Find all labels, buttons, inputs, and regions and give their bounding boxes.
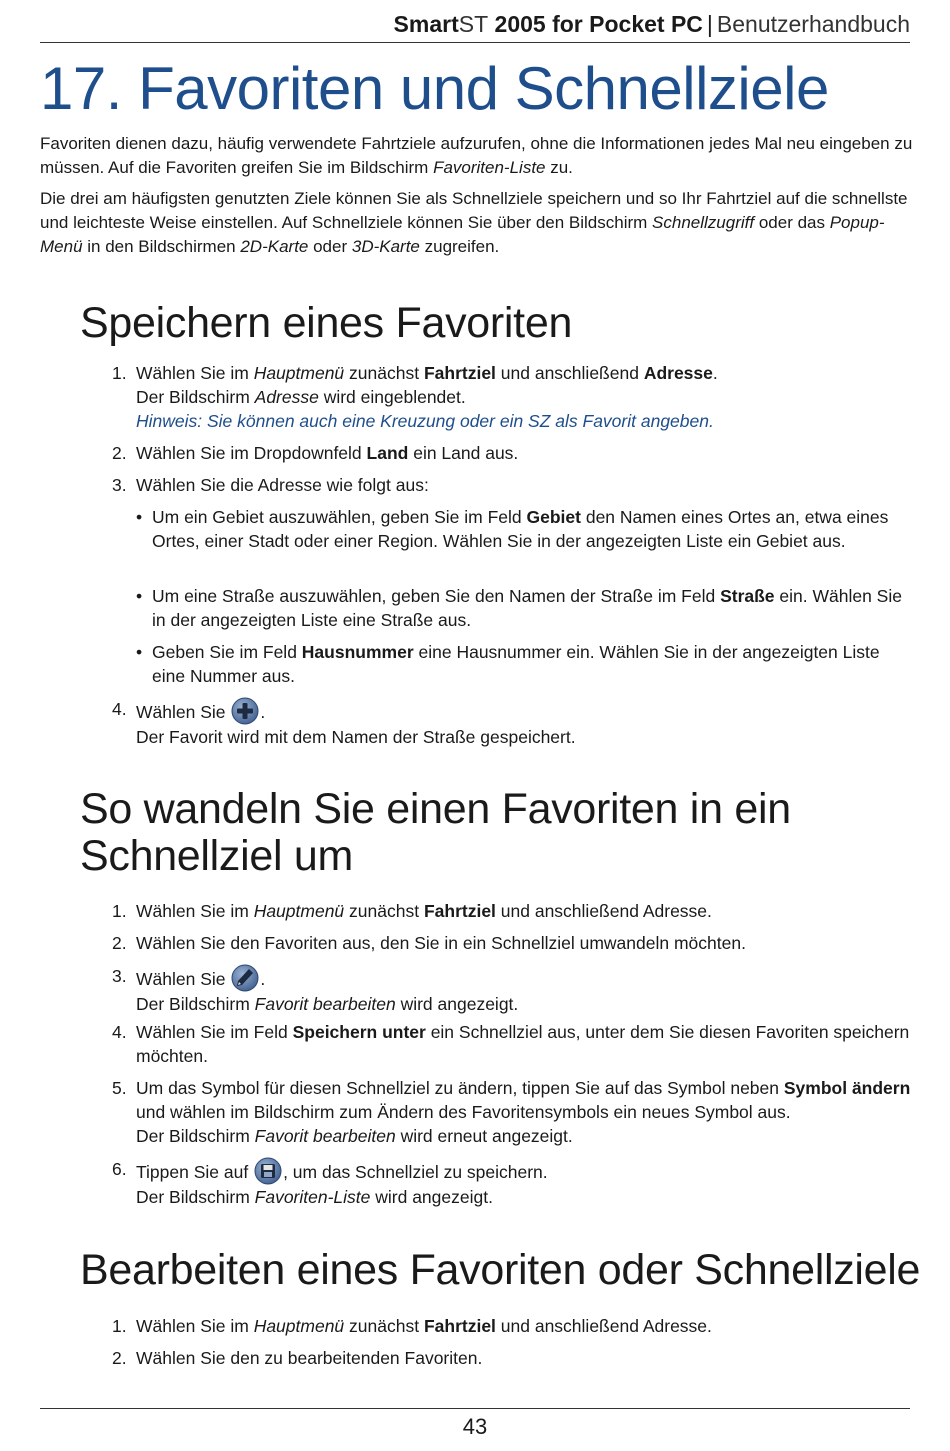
- step-text: Wählen Sie den zu bearbeitenden Favoriten.: [136, 1348, 483, 1368]
- step-field-name: Land: [366, 443, 409, 463]
- section-heading-edit-favorite: Bearbeiten eines Favoriten oder Schnellziele: [80, 1246, 921, 1294]
- convert-step-5: [112, 1076, 916, 1148]
- convert-step-4: [112, 1020, 916, 1068]
- step-number: 5.: [112, 1078, 127, 1098]
- section-heading-convert-favorite: [80, 786, 791, 880]
- step-menu-name: Hauptmenü: [253, 1316, 345, 1336]
- step-number: 1.: [112, 1316, 127, 1336]
- step-screen-name: Favorit bearbeiten: [254, 994, 396, 1014]
- bullet-field-name: Hausnummer: [301, 642, 414, 662]
- save-step-2: [112, 441, 916, 465]
- step-text: Der Bildschirm: [136, 994, 255, 1014]
- step-text: Der Bildschirm: [136, 1187, 255, 1207]
- step-text: Tippen Sie auf: [136, 1162, 254, 1182]
- step-text: Wählen Sie im: [136, 1316, 254, 1336]
- step-number: 2.: [112, 933, 127, 953]
- bullet: •: [136, 642, 143, 662]
- edit-step-1: [112, 1314, 916, 1338]
- step-number: 4.: [112, 699, 127, 719]
- step-number: 3.: [112, 966, 127, 986]
- pencil-icon: [231, 964, 259, 992]
- intro2-text-e: in den Bildschirmen: [82, 237, 241, 256]
- bullet-field-name: Gebiet: [526, 507, 581, 527]
- step-text: Wählen Sie: [136, 969, 231, 989]
- intro2-screen-quickaccess: Schnellzugriff: [652, 213, 755, 232]
- step-text: .: [712, 363, 718, 383]
- header-brand-bold: Smart: [393, 11, 459, 37]
- step-text: Um das Symbol für diesen Schnellziel zu ändern, tippen Sie auf das Symbol neben: [136, 1078, 784, 1098]
- intro2-popup-menu: Popup-Menü: [40, 213, 885, 256]
- step-number: 4.: [112, 1022, 127, 1042]
- step-text: Wählen Sie im: [136, 363, 254, 383]
- step-text: und anschließend: [495, 363, 644, 383]
- step-text: wird angezeigt.: [395, 994, 519, 1014]
- page-number: 43: [462, 1414, 488, 1439]
- section-heading-save-favorite: Speichern eines Favoriten: [80, 299, 573, 347]
- intro2-text-c: oder das: [754, 213, 830, 232]
- intro1-screen-name: Favoriten-Liste: [433, 158, 546, 177]
- running-header: [40, 6, 910, 43]
- header-separator: |: [706, 11, 713, 37]
- save-bullet-street: [136, 584, 912, 632]
- step-number: 3.: [112, 475, 127, 495]
- step-field-name: Speichern unter: [292, 1022, 426, 1042]
- intro2-text-i: zugreifen.: [419, 237, 500, 256]
- save-step-1: [112, 361, 916, 433]
- bullet-text: ein. Wählen Sie in der angezeigten Liste eine Straße aus.: [152, 586, 902, 630]
- save-disk-icon: [254, 1157, 282, 1185]
- step-text: und anschließend Adresse.: [495, 1316, 712, 1336]
- bullet: •: [136, 586, 143, 606]
- step-number: 2.: [112, 1348, 127, 1368]
- step-text: Der Favorit wird mit dem Namen der Straße gespeichert.: [136, 727, 576, 747]
- bullet-text: den Namen eines Ortes an, etwa eines Ortes, einer Stadt oder einer Region. Wählen Sie in der angezeigten Liste ein Gebiet aus.: [152, 507, 889, 551]
- step-text: , um das Schnellziel zu speichern.: [283, 1162, 548, 1182]
- step-number: 1.: [112, 901, 127, 921]
- bullet: •: [136, 507, 143, 527]
- save-step-3: [112, 473, 916, 497]
- step-text: Wählen Sie: [136, 702, 231, 722]
- step-text: Wählen Sie im Feld: [136, 1022, 293, 1042]
- convert-step-1: [112, 899, 916, 923]
- step-text: .: [260, 702, 266, 722]
- step-text: Der Bildschirm: [136, 1126, 255, 1146]
- step-option: Adresse: [643, 363, 713, 383]
- step-number: 2.: [112, 443, 127, 463]
- step-option: Symbol ändern: [783, 1078, 911, 1098]
- step-text: Der Bildschirm: [136, 387, 255, 407]
- intro1-text-c: zu.: [545, 158, 573, 177]
- step-menu-name: Hauptmenü: [253, 363, 345, 383]
- step-text: Wählen Sie den Favoriten aus, den Sie in ein Schnellziel umwandeln möchten.: [136, 933, 746, 953]
- step-text: und wählen im Bildschirm zum Ändern des Favoritensymbols ein neues Symbol aus.: [136, 1102, 791, 1122]
- intro2-2d-map: 2D-Karte: [240, 237, 309, 256]
- step-text: zunächst: [344, 901, 424, 921]
- step-text: wird angezeigt.: [370, 1187, 493, 1207]
- step-screen-name: Favoriten-Liste: [254, 1187, 371, 1207]
- hint-note: Hinweis: Sie können auch eine Kreuzung oder ein SZ als Favorit angeben.: [136, 411, 714, 431]
- step-number: 6.: [112, 1159, 127, 1179]
- chapter-title: 17. Favoriten und Schnellziele: [40, 55, 829, 122]
- bullet-text: Um eine Straße auszuwählen, geben Sie den Namen der Straße im Feld: [152, 586, 721, 606]
- save-bullet-housenumber: [136, 640, 912, 688]
- intro1-text-a: Favoriten dienen dazu, häufig verwendete Fahrtziele aufzurufen, ohne die Informationen jedes Mal neu eingeben zu müssen. Auf die Favoriten greifen Sie im Bildschirm: [40, 134, 913, 177]
- step-screen-name: Adresse: [254, 387, 319, 407]
- convert-step-6: [112, 1157, 916, 1209]
- step-text: Wählen Sie im: [136, 901, 254, 921]
- heading-line-2: Schnellziel um: [80, 832, 354, 880]
- step-option: Fahrtziel: [423, 1316, 496, 1336]
- bullet-text: eine Hausnummer ein. Wählen Sie in der angezeigten Liste eine Nummer aus.: [152, 642, 880, 686]
- step-text: ein Land aus.: [408, 443, 519, 463]
- plus-icon: [231, 697, 259, 725]
- step-text: Wählen Sie die Adresse wie folgt aus:: [136, 475, 429, 495]
- step-text: Wählen Sie im Dropdownfeld: [136, 443, 367, 463]
- bullet-field-name: Straße: [720, 586, 775, 606]
- bullet-text: Um ein Gebiet auszuwählen, geben Sie im Feld: [152, 507, 527, 527]
- step-option: Fahrtziel: [423, 363, 496, 383]
- header-brand-light: ST: [458, 11, 489, 37]
- header-product: 2005 for Pocket PC: [488, 11, 703, 37]
- edit-step-2: [112, 1346, 916, 1370]
- intro2-text-g: oder: [308, 237, 352, 256]
- step-text: wird eingeblendet.: [318, 387, 466, 407]
- step-text: .: [260, 969, 266, 989]
- header-doc-title: Benutzerhandbuch: [716, 11, 910, 37]
- intro-paragraph-2: [40, 187, 920, 259]
- step-screen-name: Favorit bearbeiten: [254, 1126, 396, 1146]
- step-option: Fahrtziel: [423, 901, 496, 921]
- step-text: wird erneut angezeigt.: [395, 1126, 573, 1146]
- intro2-3d-map: 3D-Karte: [351, 237, 420, 256]
- convert-step-3: [112, 964, 916, 1016]
- intro2-text-a: Die drei am häufigsten genutzten Ziele können Sie als Schnellziele speichern und so Ihr Fahrtziel auf die schnellste und leichteste Weise einstellen. Auf Schnellziele können Sie über den Bildschirm: [40, 189, 908, 232]
- step-text: ein Schnellziel aus, unter dem Sie diesen Favoriten speichern möchten.: [136, 1022, 910, 1066]
- step-menu-name: Hauptmenü: [253, 901, 345, 921]
- step-text: zunächst: [344, 363, 424, 383]
- page-footer: [40, 1408, 910, 1441]
- step-text: und anschließend Adresse.: [495, 901, 712, 921]
- step-number: 1.: [112, 363, 127, 383]
- bullet-text: Geben Sie im Feld: [152, 642, 302, 662]
- intro-paragraph-1: [40, 132, 920, 180]
- save-bullet-area: [136, 505, 912, 553]
- convert-step-2: [112, 931, 916, 955]
- save-step-4: [112, 697, 916, 749]
- heading-line-1: So wandeln Sie einen Favoriten in ein: [80, 785, 791, 833]
- step-text: zunächst: [344, 1316, 424, 1336]
